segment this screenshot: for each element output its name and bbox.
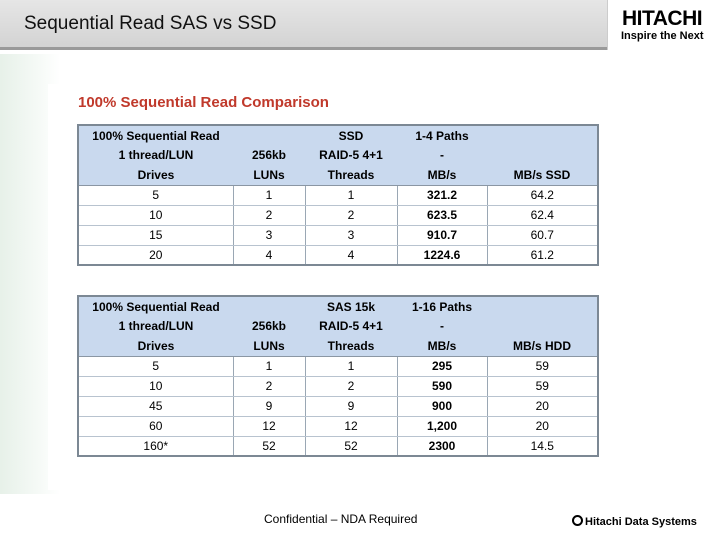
table-cell: 1224.6 [397, 245, 487, 265]
header-cell: - [397, 316, 487, 336]
table-cell: 12 [305, 416, 397, 436]
table-cell: 10 [78, 376, 233, 396]
table-cell: 2 [305, 376, 397, 396]
table-row [78, 356, 598, 376]
table-cell: 1 [305, 356, 397, 376]
table-cell: 910.7 [397, 225, 487, 245]
header-cell: Threads [305, 336, 397, 356]
table-row [78, 205, 598, 225]
table-cell: 2 [233, 205, 305, 225]
table-cell: 1 [305, 185, 397, 205]
header-cell: LUNs [233, 336, 305, 356]
slide-header [0, 0, 720, 50]
table-cell: 1 [233, 185, 305, 205]
header-cell: LUNs [233, 165, 305, 185]
header-cell: Threads [305, 165, 397, 185]
table-cell: 2 [233, 376, 305, 396]
hds-logo-icon [572, 515, 583, 526]
header-cell [233, 125, 305, 145]
table-cell: 1 [233, 356, 305, 376]
table-cell: 14.5 [487, 436, 598, 456]
table-cell: 900 [397, 396, 487, 416]
header-cell [487, 296, 598, 316]
header-cell: - [397, 145, 487, 165]
header-cell: 1 thread/LUN [78, 316, 233, 336]
table-cell: 4 [305, 245, 397, 265]
header-cell [487, 316, 598, 336]
table-cell: 4 [233, 245, 305, 265]
table-cell: 64.2 [487, 185, 598, 205]
header-cell [487, 125, 598, 145]
table-cell: 590 [397, 376, 487, 396]
header-cell: Drives [78, 336, 233, 356]
table-row [78, 416, 598, 436]
table-cell: 2300 [397, 436, 487, 456]
table-cell: 52 [233, 436, 305, 456]
table-cell: 20 [78, 245, 233, 265]
header-cell: MB/s SSD [487, 165, 598, 185]
table-cell: 60 [78, 416, 233, 436]
table-header-row [78, 145, 598, 165]
header-cell: RAID-5 4+1 [305, 316, 397, 336]
table-header-row [78, 316, 598, 336]
logo-tagline: Inspire the Next [621, 30, 704, 42]
table-row [78, 436, 598, 456]
footer-confidential-note: Confidential – NDA Required [264, 512, 418, 526]
header-cell: MB/s HDD [487, 336, 598, 356]
table-cell: 160* [78, 436, 233, 456]
table-cell: 59 [487, 376, 598, 396]
table-cell: 623.5 [397, 205, 487, 225]
table-cell: 3 [305, 225, 397, 245]
ssd-table [77, 124, 599, 266]
table-row [78, 396, 598, 416]
header-cell: RAID-5 4+1 [305, 145, 397, 165]
header-cell: Drives [78, 165, 233, 185]
header-cell: 1 thread/LUN [78, 145, 233, 165]
table-row [78, 376, 598, 396]
header-cell: 1-4 Paths [397, 125, 487, 145]
table-cell: 9 [305, 396, 397, 416]
table-cell: 321.2 [397, 185, 487, 205]
header-cell: 100% Sequential Read [78, 296, 233, 316]
table-cell: 9 [233, 396, 305, 416]
table-header-row [78, 125, 598, 145]
table-cell: 2 [305, 205, 397, 225]
table-cell: 10 [78, 205, 233, 225]
header-cell: SAS 15k [305, 296, 397, 316]
header-cell: SSD [305, 125, 397, 145]
footer-brand-label: Hitachi Data Systems [585, 516, 697, 528]
table-cell: 20 [487, 416, 598, 436]
header-cell: 100% Sequential Read [78, 125, 233, 145]
table-cell: 60.7 [487, 225, 598, 245]
table-cell: 5 [78, 356, 233, 376]
hitachi-logo [607, 0, 720, 50]
table-cell: 1,200 [397, 416, 487, 436]
table-row [78, 185, 598, 205]
table-cell: 61.2 [487, 245, 598, 265]
header-cell [233, 296, 305, 316]
logo-wordmark: HITACHI [622, 7, 703, 30]
header-cell: 256kb [233, 145, 305, 165]
header-cell [487, 145, 598, 165]
table-header-row [78, 165, 598, 185]
table-cell: 20 [487, 396, 598, 416]
header-cell: 256kb [233, 316, 305, 336]
section-heading: 100% Sequential Read Comparison [78, 94, 329, 111]
table-cell: 295 [397, 356, 487, 376]
table-cell: 3 [233, 225, 305, 245]
table-header-row [78, 336, 598, 356]
header-cell: 1-16 Paths [397, 296, 487, 316]
table-cell: 45 [78, 396, 233, 416]
table-cell: 15 [78, 225, 233, 245]
header-cell: MB/s [397, 336, 487, 356]
table-cell: 52 [305, 436, 397, 456]
table-header-row [78, 296, 598, 316]
table-row [78, 245, 598, 265]
header-cell: MB/s [397, 165, 487, 185]
table-cell: 12 [233, 416, 305, 436]
table-row [78, 225, 598, 245]
slide-title: Sequential Read SAS vs SSD [24, 13, 277, 34]
table-cell: 5 [78, 185, 233, 205]
sas-table [77, 295, 599, 457]
footer-brand [572, 515, 697, 528]
table-cell: 62.4 [487, 205, 598, 225]
table-cell: 59 [487, 356, 598, 376]
